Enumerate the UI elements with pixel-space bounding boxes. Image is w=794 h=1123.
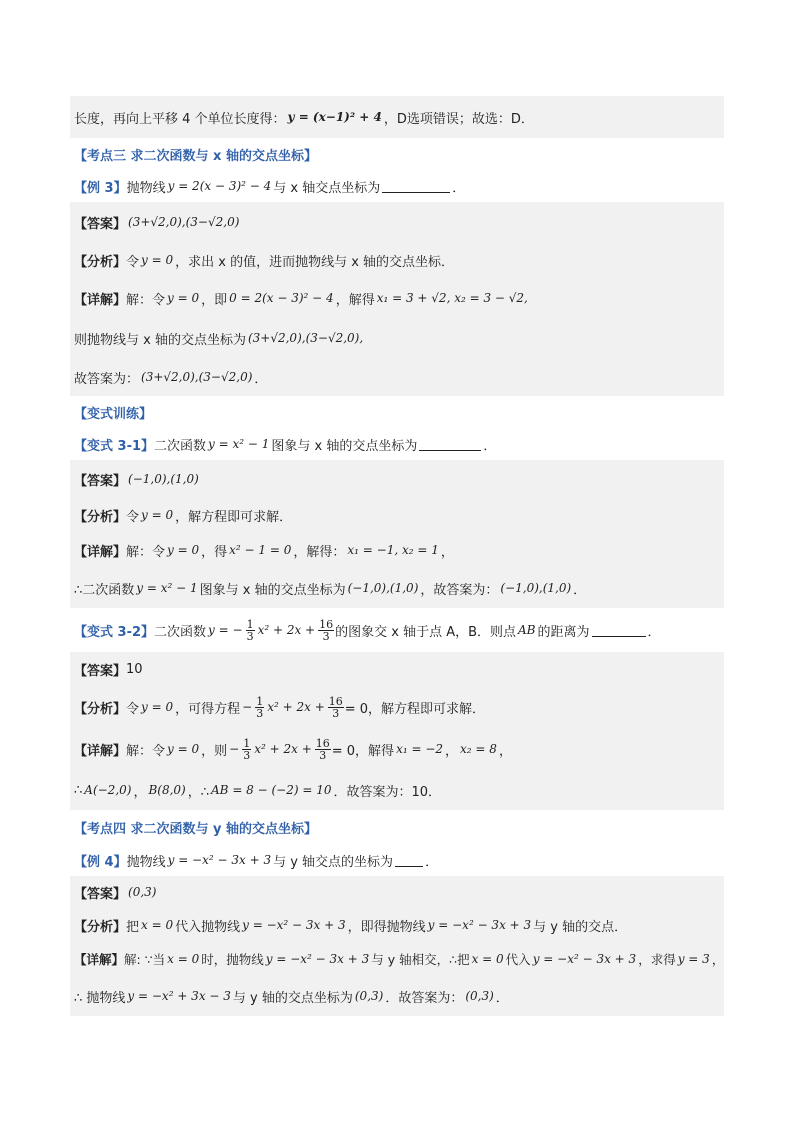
variant-3-2-question: 【变式 3-2】 二次函数 y = − $\frac{1}{3}$ x² + 2x + $\frac{16}{3}$ 的图象交 x 轴于点 A，B．则点 AB 的距离为 ． <box>74 617 661 643</box>
example-3-question: 【例 3】 抛物线 y = 2(x − 3)² − 4 与 x 轴交点坐标为 ． <box>74 179 466 196</box>
document-page <box>70 96 724 1016</box>
solution-line: ∴二次函数 y = x² − 1 图象与 x 轴的交点坐标为 (−1,0),(1,0) ，故答案为： (−1,0),(1,0) ． <box>70 568 724 608</box>
analysis-line: 【分析】 令 y = 0 ，可得方程 − $\frac{1}{3}$ x² + 2x + $\frac{16}{3}$ = 0，解方程即可求解． <box>70 686 724 728</box>
answer-line: 【答案】 (0,3) <box>70 876 724 908</box>
fraction: $\frac{16}{3}$ <box>328 694 343 720</box>
section-heading-3: 【考点三 求二次函数与 x 轴的交点坐标】 <box>74 148 317 164</box>
answer-line: 【答案】 (−1,0),(1,0) <box>70 460 724 498</box>
fraction: $\frac{16}{3}$ <box>315 736 330 762</box>
section-heading-4: 【考点四 求二次函数与 y 轴的交点坐标】 <box>74 821 318 837</box>
solution-line: ∴ A(−2,0) ， B(8,0) ，∴ AB = 8 − (−2) = 10 ．故答案为：10． <box>70 770 724 810</box>
fraction: $\frac{16}{3}$ <box>319 617 334 643</box>
analysis-line: 【分析】 令 y = 0 ，解方程即可求解． <box>70 498 724 532</box>
text-line: 长度，再向上平移 4 个单位长度得： y = (x−1)² + 4 ，D选项错误；故选：D． <box>70 96 724 138</box>
answer-blank <box>592 623 646 637</box>
solution-line: 【详解】 解：令 y = 0 ，则 − $\frac{1}{3}$ x² + 2x + $\frac{16}{3}$ = 0，解得 x₁ = −2 ， x₂ = 8 ， <box>70 728 724 770</box>
analysis-line: 【分析】 把 x = 0 代入抛物线 y = −x² − 3x + 3 ，即得抛物线 y = −x² − 3x + 3 与 y 轴的交点． <box>70 908 724 942</box>
section-heading-practice: 【变式训练】 <box>74 406 153 422</box>
analysis-line: 【分析】 令 y = 0 ，求出 x 的值，进而抛物线与 x 轴的交点坐标． <box>70 242 724 278</box>
example-4-question: 【例 4】 抛物线 y = −x² − 3x + 3 与 y 轴交点的坐标为 ． <box>74 853 439 870</box>
solution-line: 故答案为： (3+√2,0),(3−√2,0) ． <box>70 358 724 396</box>
answer-blank <box>419 437 481 451</box>
solution-line: 【详解】 解：令 y = 0 ，得 x² − 1 = 0 ，解得： x₁ = −1, x₂ = 1 ， <box>70 532 724 568</box>
solution-line: ∴ 抛物线 y = −x² + 3x − 3 与 y 轴的交点坐标为 (0,3) ．故答案为： (0,3) ． <box>70 976 724 1016</box>
variant-3-1-question: 【变式 3-1】 二次函数 y = x² − 1 图象与 x 轴的交点坐标为 ． <box>74 437 497 454</box>
fraction: $\frac{1}{3}$ <box>243 736 251 762</box>
solution-line: 【详解】 解: ∵当 x = 0 时，抛物线 y = −x² − 3x + 3 与 y 轴相交，∴把 x = 0 代入 y = −x² − 3x + 3 ，求得 y = 3 ， <box>70 942 724 976</box>
answer-blank <box>395 853 423 867</box>
answer-line: 【答案】 (3+√2,0),(3−√2,0) <box>70 202 724 242</box>
fraction: $\frac{1}{3}$ <box>246 617 254 643</box>
solution-line: 【详解】 解：令 y = 0 ，即 0 = 2(x − 3)² − 4 ，解得 x₁ = 3 + √2, x₂ = 3 − √2, <box>70 278 724 318</box>
answer-line: 【答案】 10 <box>70 652 724 686</box>
answer-blank <box>382 179 450 193</box>
fraction: $\frac{1}{3}$ <box>256 694 264 720</box>
solution-line: 则抛物线与 x 轴的交点坐标为 (3+√2,0),(3−√2,0), <box>70 318 724 358</box>
